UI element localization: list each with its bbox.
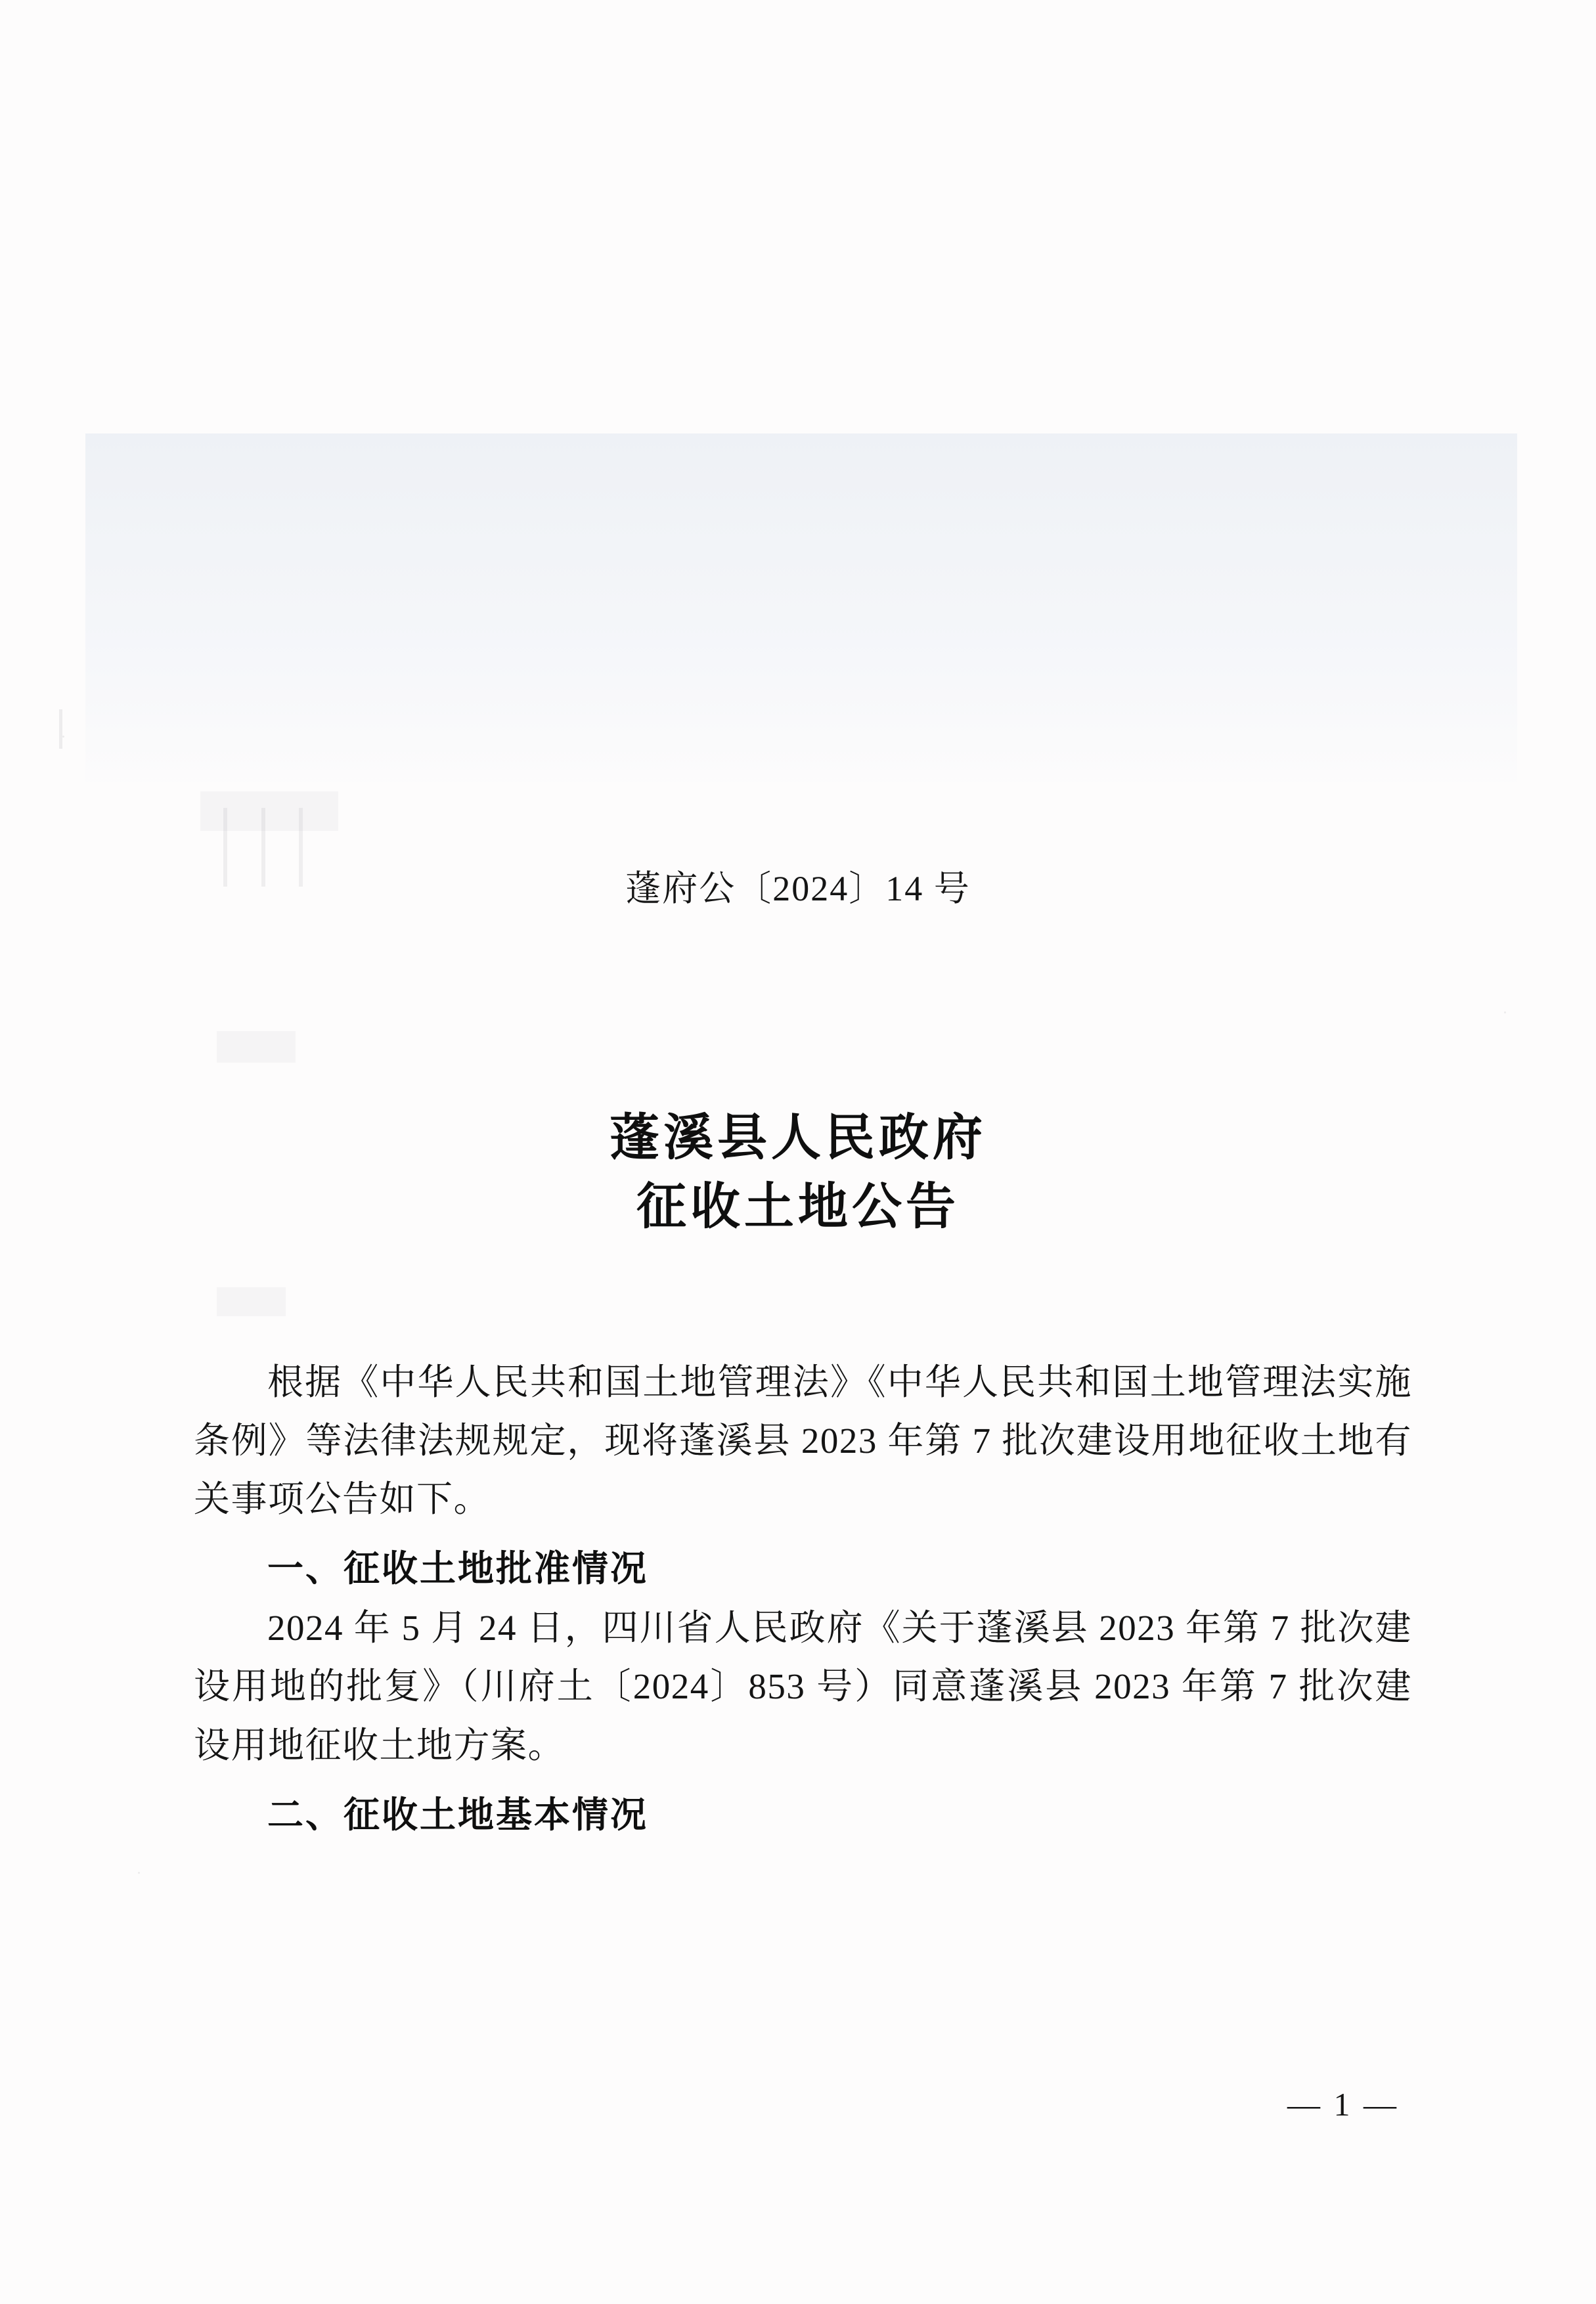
document-content xyxy=(194,1353,1412,1845)
page-title-line-1: 蓬溪县人民政府 xyxy=(610,1108,986,1166)
document-title xyxy=(0,1103,1596,1241)
section-heading-2: 二、征收土地基本情况 xyxy=(267,1792,649,1836)
intro-paragraph: 根据《中华人民共和国土地管理法》《中华人民共和国土地管理法实施条例》等法律法规规定，现将蓬溪县 2023 年第 7 批次建设用地征收土地有关事项公告如下。 xyxy=(194,1362,1412,1520)
section-body-1: 2024 年 5 月 24 日，四川省人民政府《关于蓬溪县 2023 年第 7 批次建设用地的批复》（川府土〔2024〕853 号）同意蓬溪县 2023 年第 7 批次建设用地征收土地方案。 xyxy=(194,1608,1412,1765)
page-number: — 1 — xyxy=(1287,2086,1399,2123)
page-title-line-2: 征收土地公告 xyxy=(636,1176,960,1235)
document-number: 蓬府公〔2024〕14 号 xyxy=(625,869,971,908)
section-heading-1: 一、征收土地批准情况 xyxy=(267,1547,649,1590)
